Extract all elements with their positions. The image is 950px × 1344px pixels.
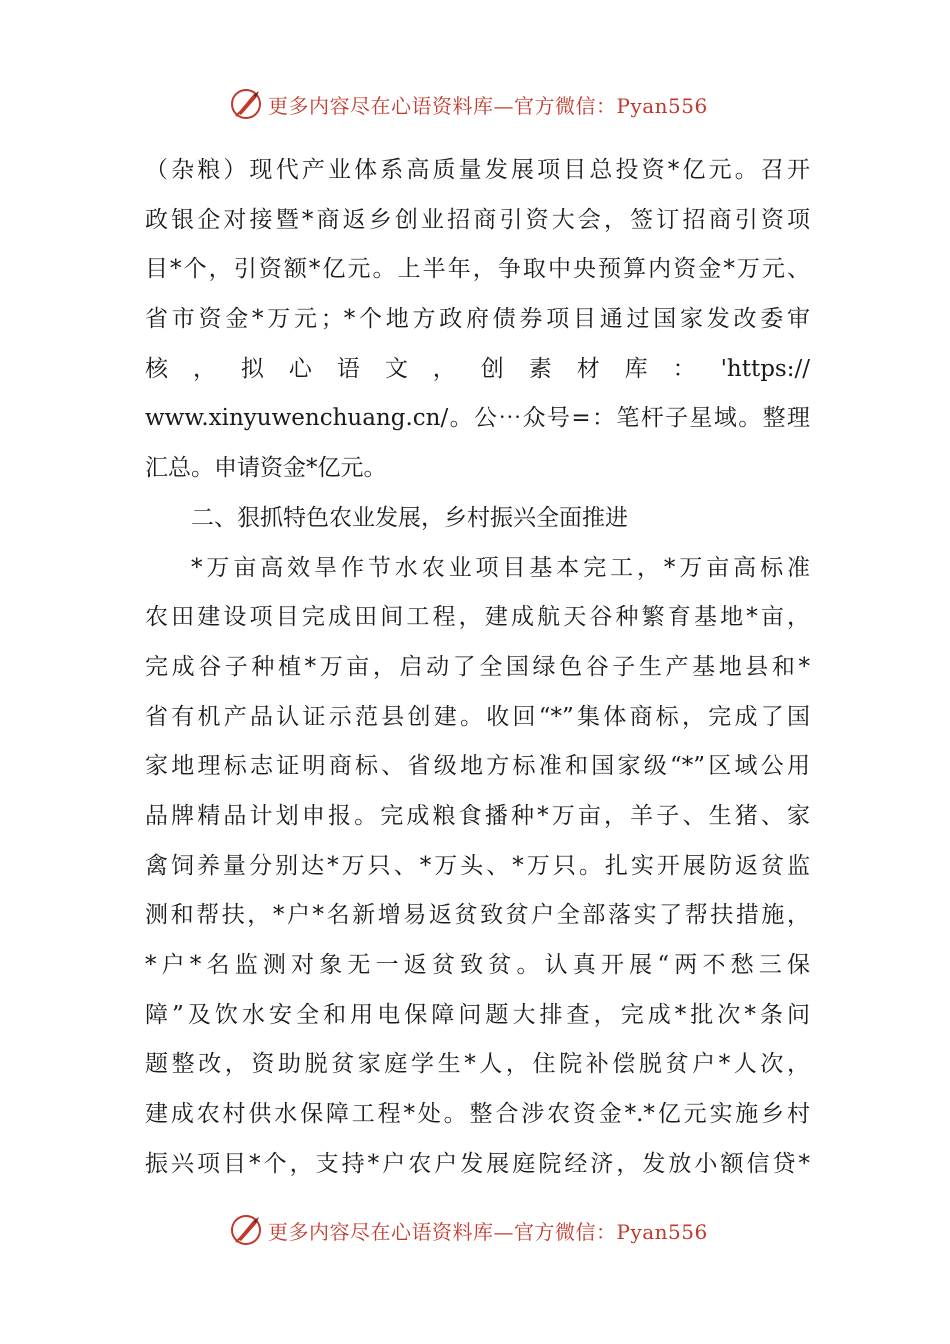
text-line: 省有机产品认证示范县创建。收回“*”集体商标，完成了国 — [145, 703, 810, 730]
text-line: 政银企对接暨*商返乡创业招商引资大会，签订招商引资项 — [145, 206, 810, 233]
footer-watermark-text: 更多内容尽在心语资料库—官方微信：Pyan556 — [268, 1219, 708, 1244]
text-line: 核 ， 拟 心 语 文 ， 创 素 材 库 ： 'https:// — [145, 355, 810, 382]
text-line: 完成谷子种植*万亩，启动了全国绿色谷子生产基地县和* — [145, 653, 810, 680]
text-line: *万亩高效旱作节水农业项目基本完工，*万亩高标准 — [191, 554, 810, 581]
quill-pen-logo-icon — [228, 86, 264, 122]
text-line: 汇总。申请资金*亿元。 — [145, 455, 387, 482]
text-line: 障”及饮水安全和用电保障问题大排查，完成*批次*条问 — [145, 1001, 810, 1028]
section-heading — [145, 494, 810, 544]
text-line: 家地理标志证明商标、省级地方标准和国家级“*”区域公用 — [145, 753, 810, 780]
text-line: 农田建设项目完成田间工程，建成航天谷种繁育基地*亩， — [145, 604, 810, 631]
header-watermark-banner — [228, 84, 708, 124]
header-watermark-text: 更多内容尽在心语资料库—官方微信：Pyan556 — [268, 93, 708, 118]
text-line: 测和帮扶，*户*名新增易返贫致贫户全部落实了帮扶措施， — [145, 902, 810, 929]
text-line: （杂粮）现代产业体系高质量发展项目总投资*亿元。召开 — [145, 157, 810, 183]
paragraph-2 — [145, 544, 810, 1190]
text-line: 省市资金*万元；*个地方政府债券项目通过国家发改委审 — [145, 306, 810, 333]
text-line: 振兴项目*个，支持*户农户发展庭院经济，发放小额信贷* — [145, 1150, 810, 1177]
heading-line: 二、狠抓特色农业发展，乡村振兴全面推进 — [191, 504, 628, 531]
text-line: 目*个，引资额*亿元。上半年，争取中央预算内资金*万元、 — [145, 256, 810, 283]
paragraph-1 — [145, 146, 810, 494]
text-line: *户*名监测对象无一返贫致贫。认真开展“两不愁三保 — [145, 952, 810, 978]
footer-watermark-banner — [228, 1210, 708, 1250]
text-line: 禽饲养量分别达*万只、*万头、*万只。扎实开展防返贫监 — [145, 852, 810, 879]
text-line: 建成农村供水保障工程*处。整合涉农资金*.*亿元实施乡村 — [145, 1101, 810, 1128]
document-body — [145, 146, 810, 1189]
quill-pen-logo-icon — [228, 1212, 264, 1248]
text-line: 题整改，资助脱贫家庭学生*人，住院补偿脱贫户*人次， — [145, 1051, 810, 1078]
text-line: www.xinyuwenchuang.cn/。公⋯众号=：笔杆子星域。整理 — [145, 405, 810, 432]
text-line: 品牌精品计划申报。完成粮食播种*万亩，羊子、生猪、家 — [145, 802, 810, 829]
